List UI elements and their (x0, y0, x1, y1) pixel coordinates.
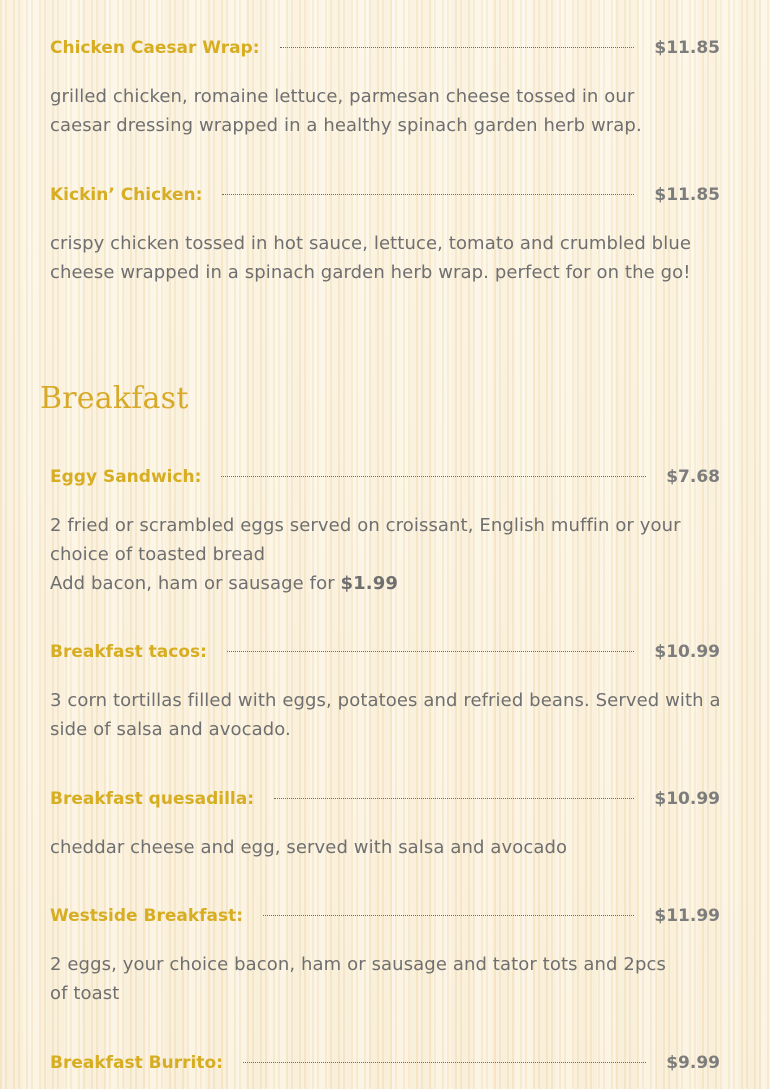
item-description (50, 229, 720, 287)
dotted-leader (221, 476, 646, 477)
menu-item-chicken-caesar-wrap (50, 36, 720, 60)
item-description (50, 686, 720, 744)
item-description (50, 511, 720, 598)
addon-price: $1.99 (340, 573, 398, 594)
item-name: Westside Breakfast: (50, 906, 244, 926)
item-price: $11.85 (654, 38, 720, 58)
menu-item-breakfast-tacos (50, 640, 720, 664)
dotted-leader (280, 47, 635, 48)
item-price: $11.99 (654, 906, 720, 926)
menu-item-eggy-sandwich (50, 465, 720, 489)
item-description (50, 82, 720, 140)
description-line: caesar dressing wrapped in a healthy spinach garden herb wrap. (50, 115, 642, 136)
dotted-leader (227, 651, 634, 652)
dotted-leader (274, 798, 634, 799)
dotted-leader (243, 1062, 646, 1063)
section-title-breakfast: Breakfast (40, 381, 189, 416)
menu-item-breakfast-quesadilla (50, 787, 720, 811)
item-name: Breakfast quesadilla: (50, 789, 254, 809)
description-line: cheddar cheese and egg, served with salsa and avocado (50, 837, 568, 858)
description-line: 2 fried or scrambled eggs served on croissant, English muffin or your (50, 515, 681, 536)
description-line: cheese wrapped in a spinach garden herb wrap. perfect for on the go! (50, 262, 691, 283)
menu-item-westside-breakfast (50, 904, 720, 928)
description-line: 3 corn tortillas filled with eggs, potatoes and refried beans. Served with a (50, 690, 721, 711)
menu-item-kickin-chicken (50, 183, 720, 207)
item-price: $9.99 (666, 1053, 720, 1073)
description-line: grilled chicken, romaine lettuce, parmesan cheese tossed in our (50, 86, 635, 107)
description-line: side of salsa and avocado. (50, 719, 291, 740)
menu-item-breakfast-burrito (50, 1051, 720, 1075)
item-price: $10.99 (654, 642, 720, 662)
item-name: Breakfast Burrito: (50, 1053, 223, 1073)
description-line: of toast (50, 983, 120, 1004)
item-name: Eggy Sandwich: (50, 467, 202, 487)
dotted-leader (263, 915, 634, 916)
item-description (50, 833, 720, 862)
item-price: $7.68 (666, 467, 720, 487)
dotted-leader (222, 194, 634, 195)
addon-text: Add bacon, ham or sausage for (50, 573, 341, 594)
item-name: Kickin’ Chicken: (50, 185, 203, 205)
addon-line (50, 569, 720, 598)
item-price: $11.85 (654, 185, 720, 205)
item-name: Breakfast tacos: (50, 642, 207, 662)
description-line: 2 eggs, your choice bacon, ham or sausage and tator tots and 2pcs (50, 954, 666, 975)
description-line: crispy chicken tossed in hot sauce, lettuce, tomato and crumbled blue (50, 233, 691, 254)
item-price: $10.99 (654, 789, 720, 809)
item-name: Chicken Caesar Wrap: (50, 38, 260, 58)
description-line: choice of toasted bread (50, 544, 266, 565)
item-description (50, 950, 720, 1008)
